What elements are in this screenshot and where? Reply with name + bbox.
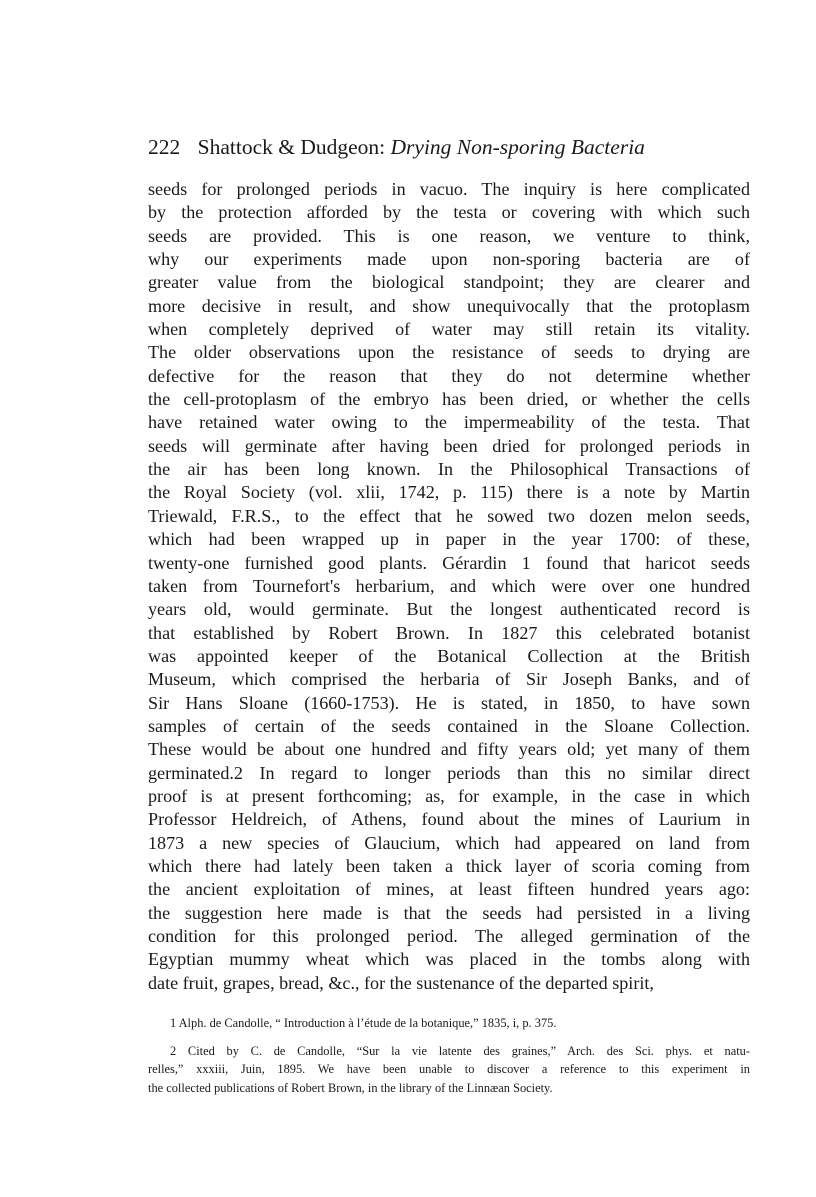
body-line: seeds for prolonged periods in vacuo. The inquiry is here complicated [148, 179, 750, 199]
body-line: condition for this prolonged period. The alleged germination of the [148, 926, 750, 946]
body-line: Sir Hans Sloane (1660-1753). He is stated, in 1850, to have sown [148, 692, 750, 713]
body-line: The older observations upon the resistance of seeds to drying are [148, 342, 750, 363]
running-header [148, 130, 708, 164]
body-line: the cell-protoplasm of the embryo has been dried, or whether the cells [148, 389, 750, 410]
body-line: Museum, which comprised the herbaria of Sir Joseph Banks, and of [148, 669, 750, 690]
body-line: more decisive in result, and show unequivocally that the protoplasm [148, 295, 750, 316]
header-authors: Shattock & Dudgeon: [197, 135, 386, 159]
body-line: the Royal Society (vol. xlii, 1742, p. 115) there is a note by Martin [148, 482, 750, 503]
body-line: when completely deprived of water may still retain its vitality. [148, 319, 750, 340]
body-line: seeds will germinate after having been dried for prolonged periods in [148, 435, 750, 456]
body-line: the ancient exploitation of mines, at least fifteen hundred years ago: [148, 879, 750, 900]
footnote-2 [148, 1042, 750, 1097]
body-line: Egyptian mummy wheat which was placed in the tombs along with [148, 949, 750, 970]
page-number: 222 [148, 135, 181, 159]
body-line: years old, would germinate. But the longest authenticated record is [148, 599, 750, 620]
body-line: why our experiments made upon non-sporing bacteria are of [148, 249, 750, 270]
footnote-1: 1 Alph. de Candolle, “ Introduction à l’étude de la botanique,” 1835, i, p. 375. [170, 1016, 557, 1030]
body-line: 1873 a new species of Glaucium, which had appeared on land from [148, 832, 750, 853]
body-line: by the protection afforded by the testa or covering with which such [148, 202, 750, 223]
body-line: proof is at present forthcoming; as, for example, in the case in which [148, 785, 750, 806]
body-line: samples of certain of the seeds contained in the Sloane Collection. [148, 715, 750, 736]
body-line: date fruit, grapes, bread, &c., for the sustenance of the departed spirit, [148, 972, 654, 993]
body-line: Triewald, F.R.S., to the effect that he sowed two dozen melon seeds, [148, 505, 750, 526]
footnote-2-line: the collected publications of Robert Brown, in the library of the Linnæan Society. [148, 1080, 553, 1095]
footnote-2-line: 2 Cited by C. de Candolle, “Sur la vie latente des graines,” Arch. des Sci. phys. et natu- [170, 1044, 750, 1059]
body-line: have retained water owing to the impermeability of the testa. That [148, 412, 750, 433]
body-line: seeds are provided. This is one reason, we venture to think, [148, 225, 750, 246]
footnotes [148, 1014, 750, 1097]
body-line: Professor Heldreich, of Athens, found about the mines of Laurium in [148, 809, 750, 830]
body-line: the suggestion here made is that the seeds had persisted in a living [148, 902, 750, 923]
body-line: defective for the reason that they do not determine whether [148, 365, 750, 386]
body-line: These would be about one hundred and fifty years old; yet many of them [148, 739, 750, 760]
body-line: greater value from the biological standpoint; they are clearer and [148, 272, 750, 293]
body-line: germinated.2 In regard to longer periods than this no similar direct [148, 762, 750, 783]
body-line: twenty-one furnished good plants. Gérardin 1 found that haricot seeds [148, 552, 750, 573]
body-line: was appointed keeper of the Botanical Collection at the British [148, 645, 750, 666]
body-line: taken from Tournefort's herbarium, and which were over one hundred [148, 575, 750, 596]
body-line: the air has been long known. In the Philosophical Transactions of [148, 459, 750, 480]
body-line: which there had lately been taken a thick layer of scoria coming from [148, 855, 750, 876]
footnote-2-line: relles,” xxxiii, Juin, 1895. We have been unable to discover a reference to this experiment in [148, 1062, 750, 1077]
body-text [148, 178, 750, 995]
body-line: that established by Robert Brown. In 1827 this celebrated botanist [148, 622, 750, 643]
header-title: Drying Non-sporing Bacteria [390, 135, 645, 159]
body-line: which had been wrapped up in paper in the year 1700: of these, [148, 529, 750, 550]
